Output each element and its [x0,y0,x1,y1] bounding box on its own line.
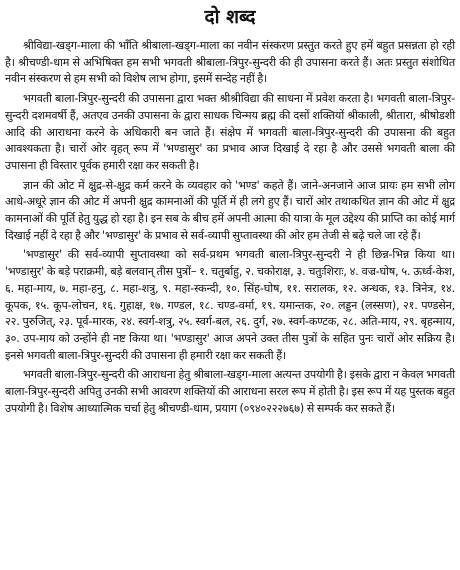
paragraph-sons: 'भण्डासुर' की सर्व-व्यापी सुप्तावस्था को सर्व-प्रथम भगवती बाला-त्रिपुर-सुन्दरी ने ही छिन्न-भिन्न किया था। 'भण्डासुर' के बड़े पराक्रमी, बड़े बलवान् तीस पुत्रों– १. चतुर्बाहु, २. चकोराक्ष, ३. चतुःशिराः, ४. वज्र-घोष, ५. ऊर्ध्व-केश, ६. महा-माय, ७. महा-हनु, ८. महा-शत्रु, ९. महा-स्कन्दी, १०. सिंह-घोष, ११. सरालक, १२. अन्धक, १३. त्रिनेत्र, १४. कूपक, १५. कूप-लोचन, १६. गुहाक्ष, १७. गण्डल, १८. चण्ड-वर्मा, १९. यमान्तक, २०. लड्डन (लस्सण), २१. पण्डसेन, २२. पुरुजित्, २३. पूर्व-मारक, २४. स्वर्ग-शत्रु, २५. स्वर्ग-बल, २६. दुर्ग, २७. स्वर्ग-कण्टक, २८. अति-माय, २९. बृहन्माय, ३०. उप-माय को उन्होंने ही नष्ट किया था। 'भण्डासुर' आज अपने उक्त तीस पुत्रों के सहित पुनः चारों ओर सक्रिय है। इनसे भगवती बाला-त्रिपुर-सुन्दरी की उपासना ही हमारी रक्षा कर सकती हैं। [5,248,455,362]
paragraph-worship: भगवती बाला-त्रिपुर-सुन्दरी की उपासना द्वारा भक्त श्रीश्रीविद्या की साधना में प्रवेश करता है। भगवती बाला-त्रिपुर-सुन्दरी दशमवर्षी हैं, अतएव उनकी उपासना के द्वारा साधक चिन्मय ब्रह्म की दसों शक्तियों श्रीकाली, श्रीतारा, श्रीषोडशी आदि की आराधना करने के अधिकारी बन जाते हैं। संक्षेप में भगवती बाला-त्रिपुर-सुन्दरी की उपासना की बहुत आवश्यकता है। चारों ओर वृहत् रूप में 'भण्डासुर' का प्रभाव आज दिखाई दे रहा है और उससे भगवती बाला की उपासना ही विस्तार पूर्वक हमारी रक्षा कर सकती है। [5,92,455,172]
paragraph-bhanda: ज्ञान की ओट में क्षुद्र-से-क्षुद्र कर्म करने के व्यवहार को 'भण्ड' कहते हैं। जाने-अनजाने आज प्रायः हम सभी लोग आधे-अधूरे ज्ञान की ओट में अपनी क्षुद्र कामनाओं की पूर्ति में ही लगे हुए हैं। चारों ओर तथाकथित ज्ञान की ओट में क्षुद्र कामनाओं की पूर्ति हेतु युद्ध हो रहा है। इन सब के बीच हमें अपनी आत्मा की यात्रा के मूल उद्देश्य की प्राप्ति का कोई मार्ग दिखाई नहीं दे रहा है और 'भण्डासुर' के प्रभाव से सर्व-व्यापी सुप्तावस्था की ओर हम तेजी से बढ़े चले जा रहे हैं। [5,178,455,242]
paragraph-intro: श्रीविद्या-खड्ग-माला की भाँति श्रीबाला-खड्ग-माला का नवीन संस्करण प्रस्तुत करते हुए हमें बहुत प्रसन्नता हो रही है। श्रीचण्डी-धाम से अभिषिक्त हम सभी भगवती श्रीबाला-त्रिपुर-सुन्दरी की ही उपासना करते हैं। अतः प्रस्तुत संशोधित नवीन संस्करण से हम सभी को विशेष लाभ होगा, इसमें सन्देह नहीं है। [5,39,455,86]
page-title: दो शब्द [204,6,256,28]
paragraph-conclusion: भगवती बाला-त्रिपुर-सुन्दरी की आराधना हेतु श्रीबाला-खड्ग-माला अत्यन्त उपयोगी है। इसके द्वारा न केवल भगवती बाला-त्रिपुर-सुन्दरी अपितु उनकी सभी आवरण शक्तियों की आराधना सरल रूप में होती है। इस रूप में यह पुस्तक बहुत उपयोगी है। विशेष आध्यात्मिक चर्चा हेतु श्रीचण्डी-धाम, प्रयाग (०९४०२२२७६७) से सम्पर्क कर सकते हैं। [5,368,455,415]
